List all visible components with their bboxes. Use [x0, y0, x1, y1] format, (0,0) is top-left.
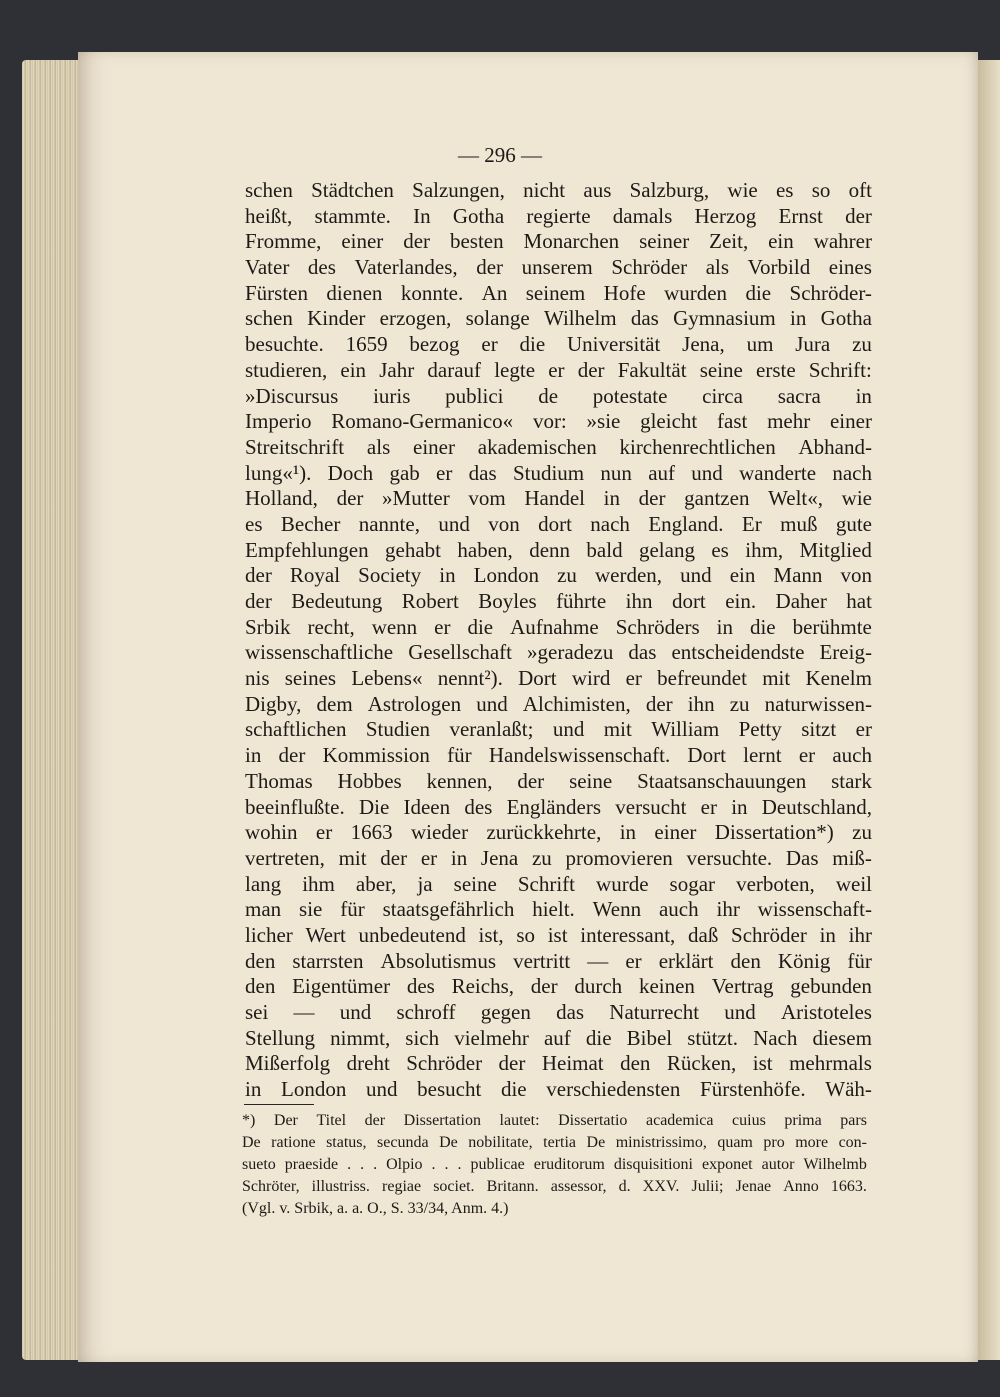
- text-line: »Discursus iuris publici de potestate circa sacra in: [245, 383, 872, 408]
- text-line: Thomas Hobbes kennen, der seine Staatsanschauungen stark: [245, 768, 872, 793]
- text-line: Srbik recht, wenn er die Aufnahme Schröders in die berühmte: [245, 614, 872, 639]
- footnote-line: De ratione status, secunda De nobilitate, tertia De ministrissimo, quam pro more con-: [242, 1134, 867, 1151]
- text-line: Digby, dem Astrologen und Alchimisten, der ihn zu naturwissen-: [245, 691, 872, 716]
- footnote-line: Schröter, illustriss. regiae societ. Britann. assessor, d. XXV. Julii; Jenae Anno 1663.: [242, 1178, 867, 1195]
- text-line: besuchte. 1659 bezog er die Universität Jena, um Jura zu: [245, 332, 872, 357]
- text-line: in London und besucht die verschiedensten Fürstenhöfe. Wäh-: [245, 1077, 872, 1102]
- text-line: der Bedeutung Robert Boyles führte ihn dort ein. Daher hat: [245, 589, 872, 613]
- text-line: schen Kinder erzogen, solange Wilhelm das Gymnasium in Gotha: [245, 306, 872, 331]
- text-line: schen Städtchen Salzungen, nicht aus Salzburg, wie es so oft: [245, 178, 872, 202]
- body-text: [245, 178, 872, 1103]
- footnote-line: *) Der Titel der Dissertation lautet: Dissertatio academica cuius prima pars: [242, 1112, 867, 1129]
- text-line: schaftlichen Studien veranlaßt; und mit William Petty sitzt er: [245, 717, 872, 742]
- text-line: Mißerfolg dreht Schröder der Heimat den Rücken, ist mehrmals: [245, 1051, 872, 1076]
- text-line: den starrsten Absolutismus vertritt — er erklärt den König für: [245, 948, 872, 973]
- text-line: studieren, ein Jahr darauf legte er der Fakultät seine erste Schrift:: [245, 357, 872, 382]
- text-line: Fromme, einer der besten Monarchen seiner Zeit, ein wahrer: [245, 229, 872, 254]
- text-line: in der Kommission für Handelswissenschaft. Dort lernt er auch: [245, 743, 872, 768]
- text-line: vertreten, mit der er in Jena zu promovieren versuchte. Das miß-: [245, 845, 872, 870]
- text-line: lung«¹). Doch gab er das Studium nun auf und wanderte nach: [245, 460, 872, 485]
- text-line: nis seines Lebens« nennt²). Dort wird er befreundet mit Kenelm: [245, 666, 872, 691]
- text-line: sei — und schroff gegen das Naturrecht und Aristoteles: [245, 1000, 872, 1024]
- text-line: wissenschaftliche Gesellschaft »geradezu das entscheidendste Ereig-: [245, 640, 872, 665]
- text-line: beeinflußte. Die Ideen des Engländers versucht er in Deutschland,: [245, 794, 872, 819]
- text-line: Stellung nimmt, sich vielmehr auf die Bibel stützt. Nach diesem: [245, 1025, 872, 1050]
- text-line: Vater des Vaterlandes, der unserem Schröder als Vorbild eines: [245, 255, 872, 280]
- text-line: lang ihm aber, ja seine Schrift wurde sogar verboten, weil: [245, 871, 872, 896]
- text-line: licher Wert unbedeutend ist, so ist interessant, daß Schröder in ihr: [245, 922, 872, 947]
- facing-page-edge: [978, 60, 1000, 1360]
- text-line: Imperio Romano-Germanico« vor: »sie gleicht fast mehr einer: [245, 409, 872, 434]
- text-line: Streitschrift als einer akademischen kirchenrechtlichen Abhand-: [245, 434, 872, 459]
- text-line: Empfehlungen gehabt haben, denn bald gelang es ihm, Mitglied: [245, 537, 872, 562]
- text-line: Holland, der »Mutter vom Handel in der gantzen Welt«, wie: [245, 486, 872, 511]
- text-line: den Eigentümer des Reichs, der durch keinen Vertrag gebunden: [245, 974, 872, 999]
- text-line: man sie für staatsgefährlich hielt. Wenn auch ihr wissenschaft-: [245, 897, 872, 922]
- footnote: [242, 1110, 867, 1220]
- text-line: wohin er 1663 wieder zurückkehrte, in einer Dissertation*) zu: [245, 820, 872, 845]
- text-line: der Royal Society in London zu werden, und ein Mann von: [245, 563, 872, 588]
- text-line: es Becher nannte, und von dort nach England. Er muß gute: [245, 511, 872, 536]
- footnote-line: sueto praeside . . . Olpio . . . publicae eruditorum disquisitioni exponet autor Wilhelmb: [242, 1156, 867, 1173]
- text-line: Fürsten dienen konnte. An seinem Hofe wurden die Schröder-: [245, 280, 872, 305]
- text-line: heißt, stammte. In Gotha regierte damals Herzog Ernst der: [245, 203, 872, 228]
- page-number: — 296 —: [458, 143, 542, 167]
- footnote-divider: [244, 1104, 314, 1105]
- footnote-line: (Vgl. v. Srbik, a. a. O., S. 33/34, Anm. 4.): [242, 1200, 509, 1217]
